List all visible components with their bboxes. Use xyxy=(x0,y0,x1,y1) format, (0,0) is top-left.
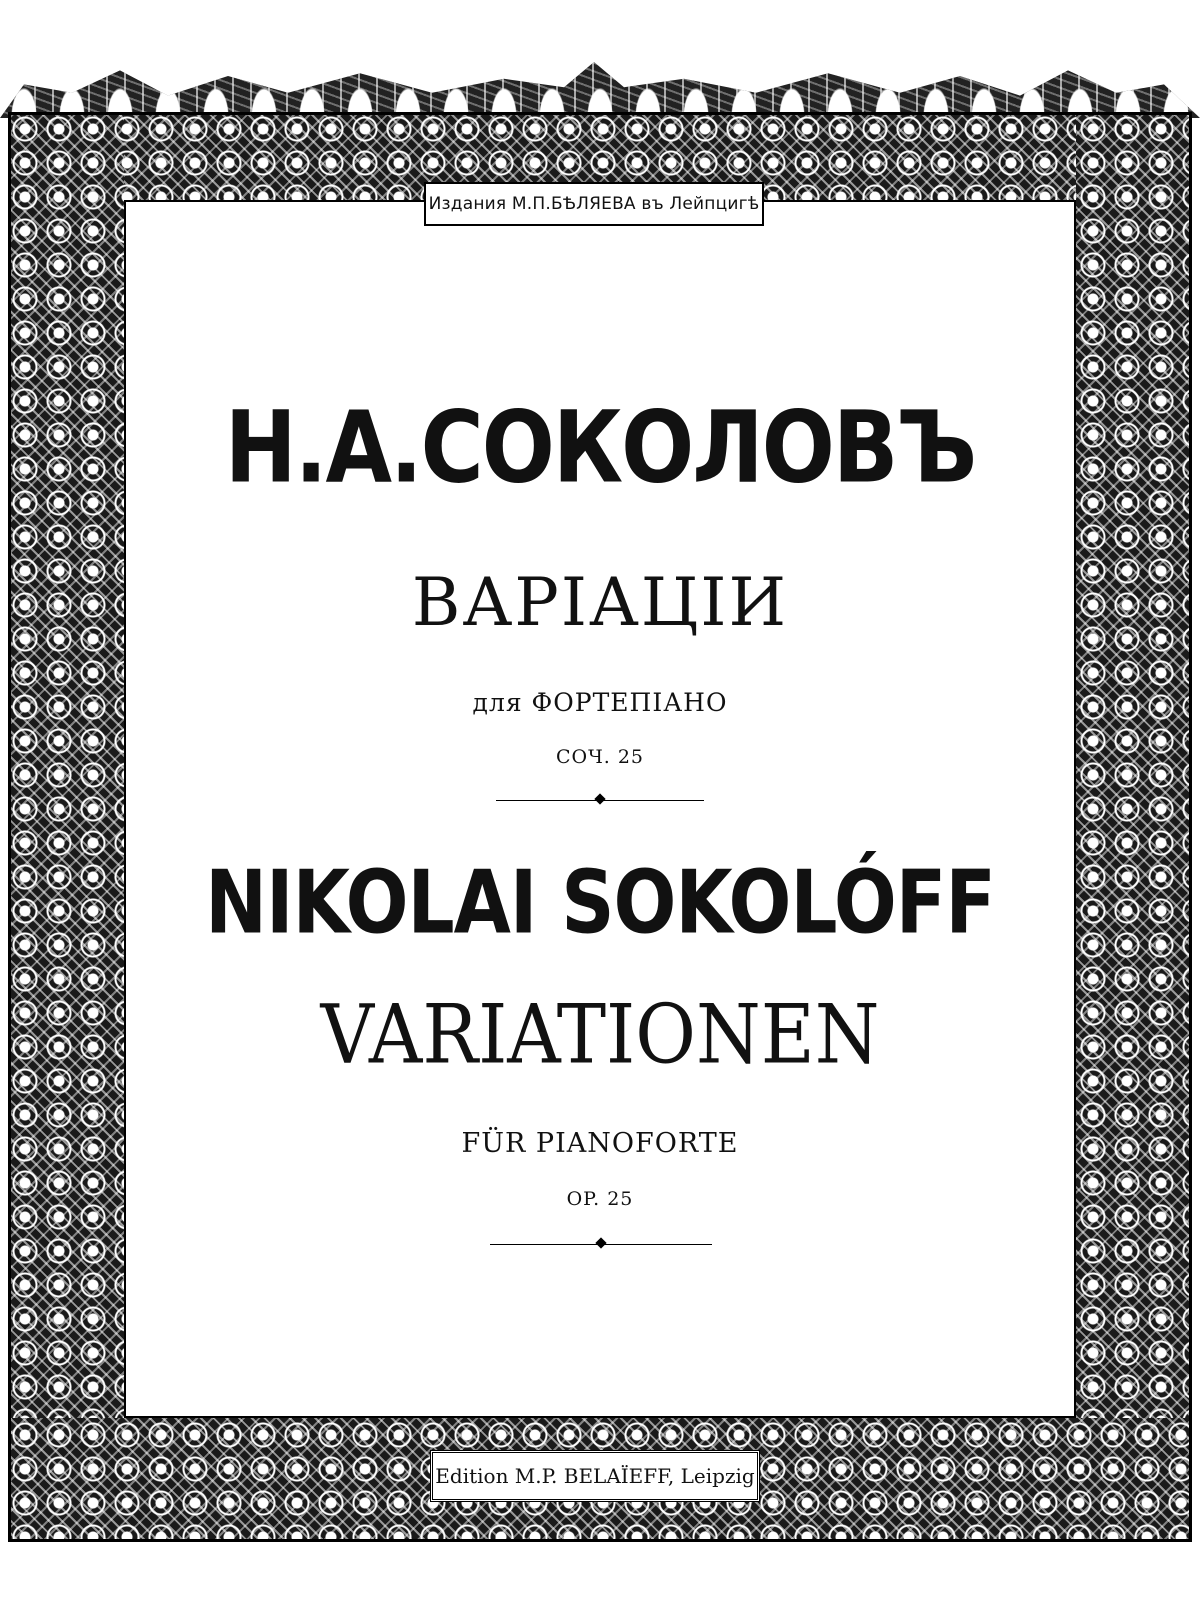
divider-rule xyxy=(496,800,704,801)
border-inner-line xyxy=(124,200,1076,1418)
opus-number-de: OP. 25 xyxy=(566,1188,634,1210)
publisher-label-de: Edition M.P. BELAÏEFF, Leipzig xyxy=(435,1464,755,1488)
publisher-cartouche-ru xyxy=(424,182,764,226)
publisher-label-ru: Издания М.П.БѢЛЯЕВА въ Лейпцигѣ xyxy=(428,194,760,214)
work-title-de: VARIATIONEN xyxy=(320,987,880,1083)
ornamental-crest xyxy=(0,62,1200,118)
work-title-ru: ВАРІАЦІИ xyxy=(411,564,789,641)
publisher-cartouche-de xyxy=(430,1450,760,1502)
divider-rule xyxy=(490,1244,712,1245)
instrumentation-ru: для ФОРТЕПІАНО xyxy=(472,688,728,717)
opus-number-ru: СОЧ. 25 xyxy=(555,746,645,768)
composer-name-de: NIKOLAI SOKOLÓFF xyxy=(205,852,995,954)
instrumentation-de: FÜR PIANOFORTE xyxy=(461,1128,739,1159)
composer-name-ru: Н.А.СОКОЛОВЪ xyxy=(224,390,976,506)
